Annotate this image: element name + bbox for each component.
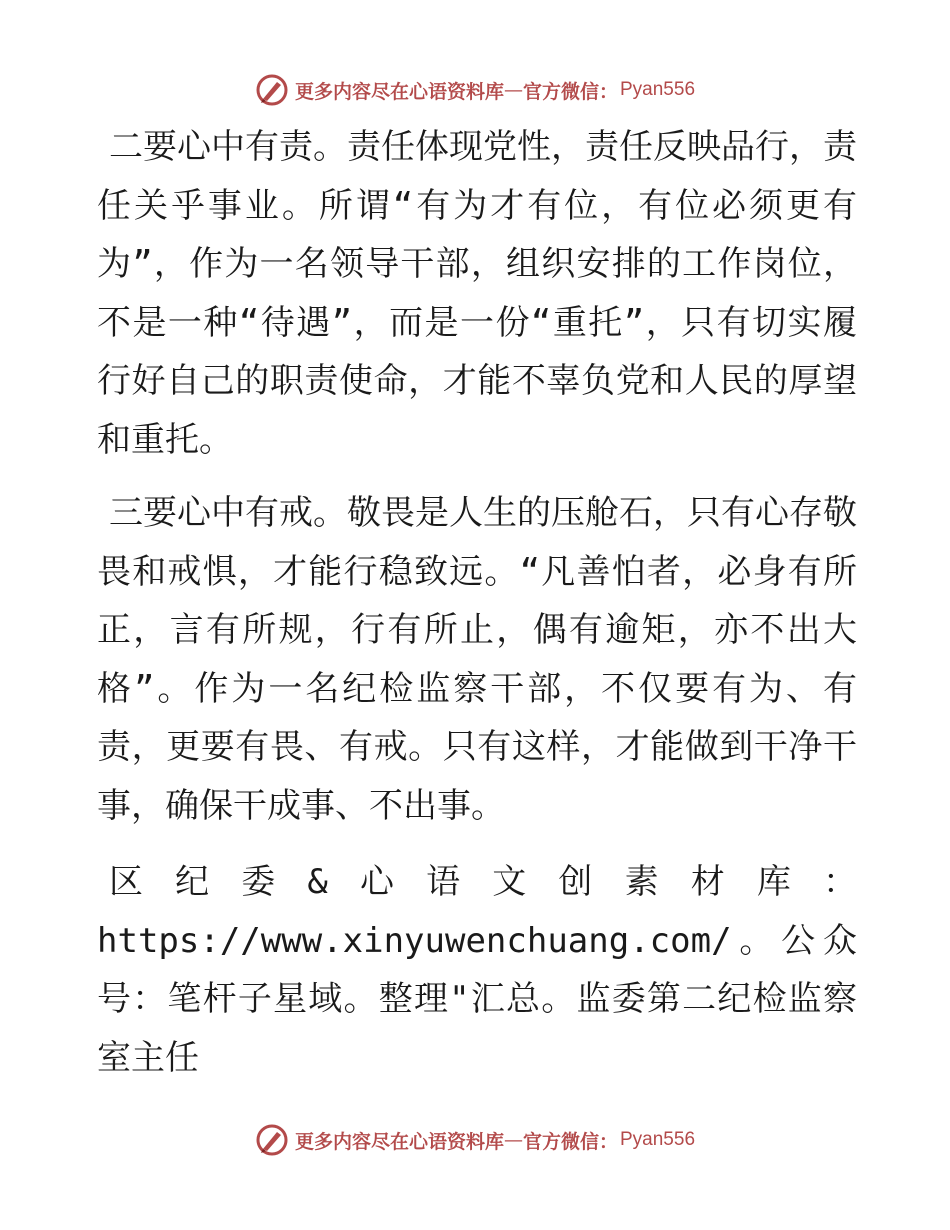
footer-wechat-id: Pyan556: [620, 1129, 696, 1150]
paragraph-duty: 二要心中有责。责任体现党性，责任反映品行，责任关乎事业。所谓“有为才有位，有位必须更有为”，作为一名领导干部，组织安排的工作岗位，不是一种“待遇”，而是一份“重托”，只有切实履行好自己的职责使命，才能不辜负党和人民的厚望和重托。: [97, 127, 857, 460]
footer-wechat-label: 官方微信：: [522, 1130, 618, 1153]
footer-banner-text: [295, 1127, 695, 1154]
paragraph-caution: 三要心中有戒。敬畏是人生的压舱石，只有心存敬畏和戒惧，才能行稳致远。“凡善怕者，必身有所正，言有所规，行有所止，偶有逾矩，亦不出大格”。作为一名纪检监察干部，不仅要有为、有责，更要有畏、有戒。只有这样，才能做到干净干事，确保干成事、不出事。: [97, 493, 857, 826]
header-wechat-label: 官方微信：: [522, 80, 618, 103]
footer-slogan: 更多内容尽在心语资料库: [294, 1130, 504, 1153]
pen-logo-icon: [255, 73, 289, 107]
paragraph-source-note: 区纪委&心语文创素材库：https://www.xinyuwenchuang.com/。公众号：笔杆子星域。整理"汇总。监委第二纪检监察室主任: [97, 862, 857, 1078]
header-banner-text: [295, 77, 695, 104]
header-banner: [0, 70, 950, 110]
document-body: [97, 118, 857, 1102]
pen-logo-icon: [255, 1123, 289, 1157]
footer-separator: —: [503, 1129, 523, 1151]
header-separator: —: [503, 79, 523, 101]
header-wechat-id: Pyan556: [620, 79, 696, 100]
header-slogan: 更多内容尽在心语资料库: [294, 80, 504, 103]
footer-banner: [0, 1120, 950, 1160]
